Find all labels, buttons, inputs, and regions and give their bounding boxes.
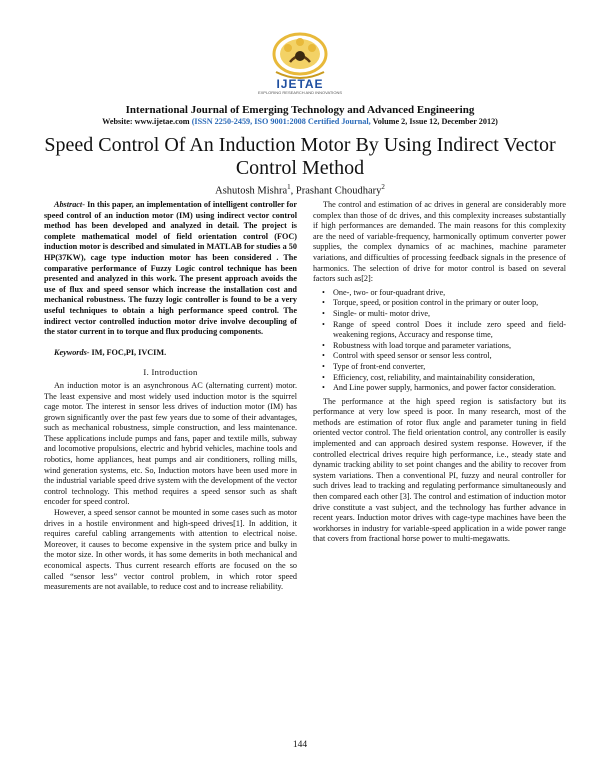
- bullet-icon: •: [322, 351, 325, 361]
- right-paragraph-2: The performance at the high speed region is satisfactory but its performance at very low speed is poor. In many research, most of the methods are estimation of rotor flux angle and parameter tuning in field oriented vector control. The field orientation control, any controller is easily implemented and can approach desired system response. However, if the controlled electrical drives require high performance, i.e., steady state and dynamic tracking ability to set point changes and the ability to recover from system variations. Then a conventional PI, fuzzy and neural controller for such drives lead to tracking and regulating performance simultaneously and then compared each other [3]. The control and estimation of induction motor drive constitute a vast subject, and the technology has further advance in recent years. Induction motor drives with cage-type machines have been the workhorses in industry for variable-speed application in a wide power range that covers from fractional horse power to multi-megawatts.: [313, 396, 566, 544]
- abstract-label: Abstract-: [54, 200, 85, 209]
- bullet-icon: •: [322, 340, 325, 350]
- keywords: [44, 348, 297, 359]
- right-paragraph-1: The control and estimation of ac drives in general are considerably more complex than those of dc drives, and this complexity increases substantially if high performances are demanded. The main reasons for this complexity are the need of variable-frequency, harmonically optimum converter power supplies, the complex dynamics of ac machines, machine parameter variations, and difficulties of processing feedback signals in the presence of harmonics. The selection of drive for motor control is based on several factors such as[2]:: [313, 200, 566, 284]
- list-item: • Efficiency, cost, reliability, and maintainability consideration,: [322, 372, 535, 382]
- journal-website-line: [0, 117, 600, 126]
- list-item: • One-, two- or four-quadrant drive,: [322, 287, 446, 297]
- section-heading-introduction: I. Introduction: [143, 367, 198, 378]
- list-item: • Type of front-end converter,: [322, 361, 426, 371]
- list-item: • Control with speed sensor or sensor less control,: [322, 351, 492, 361]
- abstract: [44, 200, 297, 338]
- bullet-icon: •: [322, 287, 325, 297]
- right-column: [313, 200, 566, 545]
- list-item: • And Line power supply, harmonics, and power factor consideration.: [322, 383, 556, 393]
- abstract-text: In this paper, an implementation of intelligent controller for speed control of an induction motor (IM) using indirect vector control method has been developed and analyzed in detail. The project is complete mathematical model of field orientation control (FOC) induction motor is described and simulated in MATLAB for studies a 50 HP(37KW), cage type induction motor has been considered . The comparative performance of Fuzzy Logic control technique has been presented and analyzed in this work. The present approach avoids the use of flux and speed sensor which increase the installation cost and mechanical robustness. The fuzzy logic controller is found to be a very useful techniques to obtain a high performance speed control. The indirect vector controlled induction motor drive involve decoupling of the stator current in to torque and flux producing components.: [44, 200, 297, 337]
- bullet-icon: •: [322, 361, 325, 371]
- paper-title: Speed Control Of An Induction Motor By Using Indirect Vector Control Method: [44, 134, 556, 179]
- list-item: • Range of speed control Does it include zero speed and field-weakening regions, Accuracy and response time,: [322, 319, 566, 340]
- drive-factor-list: [313, 288, 566, 394]
- list-item: • Robustness with load torque and parameter variations,: [322, 340, 512, 350]
- volume-info: Volume 2, Issue 12, December 2012): [372, 117, 498, 126]
- journal-logo-text: IJETAE: [276, 77, 324, 91]
- keywords-text: IM, FOC,PI, IVCIM.: [89, 347, 167, 357]
- author-2: Prashant Choudhary: [295, 185, 382, 197]
- left-column: [44, 200, 297, 593]
- author-line: [0, 183, 600, 197]
- author-1-affiliation: 1: [287, 183, 291, 191]
- journal-logo-tagline: EXPLORING RESEARCH AND INNOVATIONS: [257, 90, 343, 95]
- author-separator: ,: [290, 185, 296, 197]
- bullet-icon: •: [322, 319, 325, 329]
- bullet-icon: •: [322, 383, 325, 393]
- intro-paragraph-2: However, a speed sensor cannot be mounted in some cases such as motor drives in a hostile environment and high-speed drives[1]. In addition, it requires careful cabling arrangements with attention to electrical noise. Moreover, it causes to become expensive in the system price and bulky in the motor size. In other words, it has some demerits in both mechanical and economical aspects. Thus current research efforts are focused on the so called “sensor less” vector control problem, in which rotor speed measurements are not available, to reduce cost and to increase reliability.: [44, 508, 297, 592]
- issn-info: (ISSN 2250-2459, ISO 9001:2008 Certified Journal,: [191, 117, 371, 126]
- intro-paragraph-1: An induction motor is an asynchronous AC (alternating current) motor. The least expensive and most widely used induction motor is the squirrel cage motor. The interest in sensor less drives of induction motor (IM) has grown significantly over the past few years due to some of their advantages, such as mechanical robustness, simple construction, and less maintenance. These applications include pumps and fans, paper and textile mills, subway and locomotive propulsions, electric and hybrid vehicles, machine tools and robotics, home appliances, heat pumps and air conditioners, rolling mills, wind generation systems, etc. So, Induction motors have been used more in the industrial variable speed drive system with the development of the vector control technology. This method requires a speed sensor such as shaft encoder for speed control.: [44, 380, 297, 507]
- author-1: Ashutosh Mishra: [215, 185, 288, 197]
- journal-name: International Journal of Emerging Technology and Advanced Engineering: [125, 104, 475, 116]
- bullet-icon: •: [322, 308, 325, 318]
- keywords-label: Keywords-: [54, 347, 90, 357]
- list-item: • Torque, speed, or position control in the primary or outer loop,: [322, 298, 539, 308]
- website-label: Website: www.ijetae.com: [102, 117, 190, 126]
- bullet-icon: •: [322, 372, 325, 382]
- author-2-affiliation: 2: [381, 183, 385, 191]
- bullet-icon: •: [322, 298, 325, 308]
- page-number: 144: [292, 740, 308, 750]
- list-item: • Single- or multi- motor drive,: [322, 308, 431, 318]
